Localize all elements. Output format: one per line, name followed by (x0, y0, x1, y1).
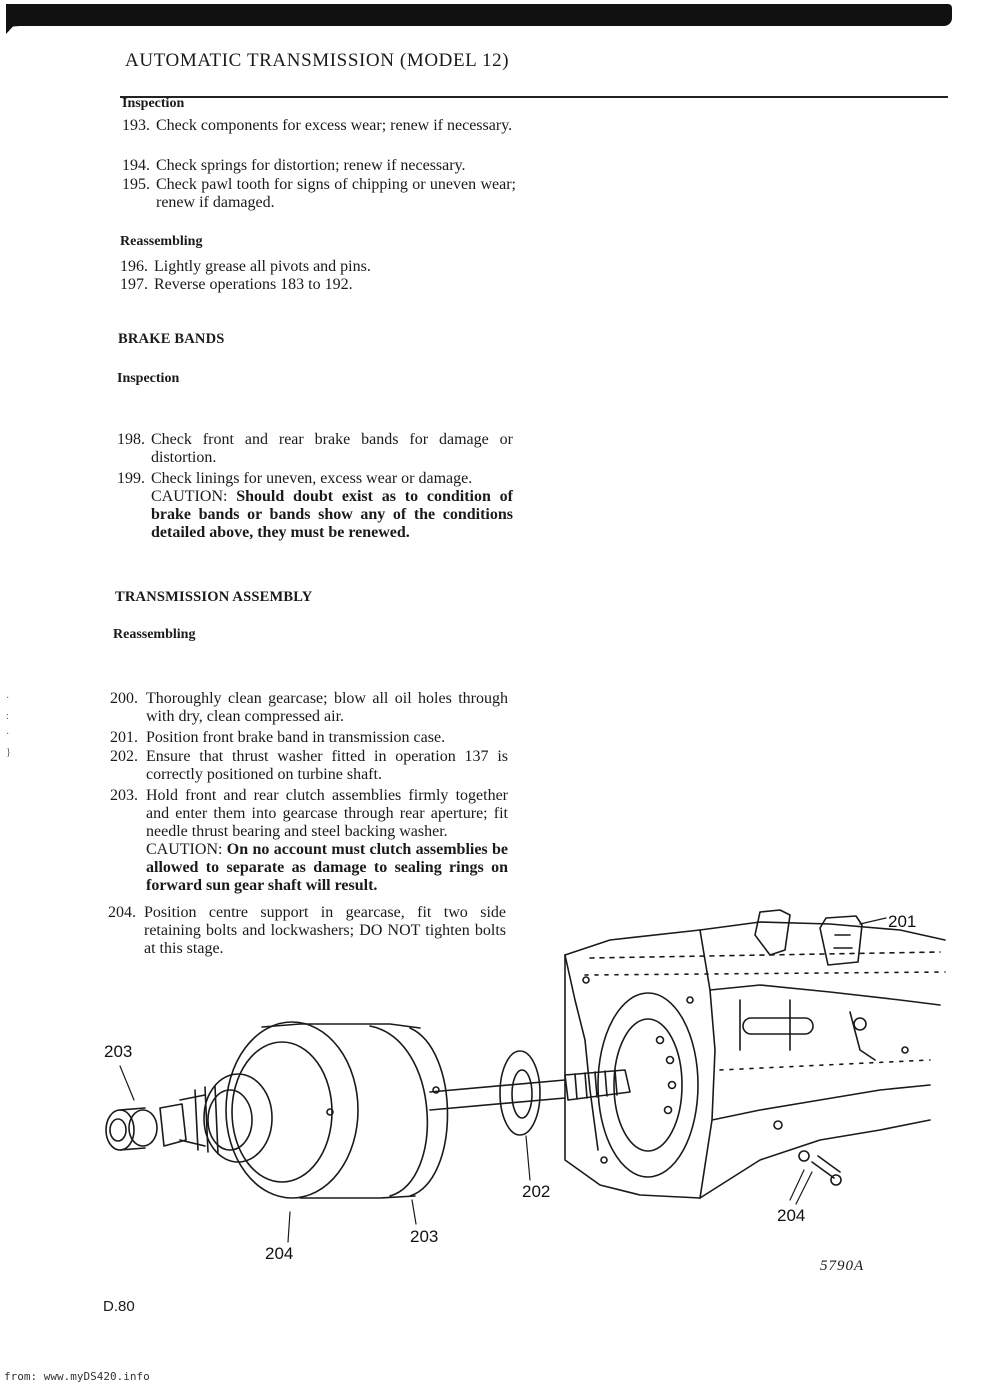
step-number: 201. (110, 729, 138, 746)
source-credit: from: www.myDS420.info (4, 1370, 150, 1383)
step-number: 197. (120, 276, 148, 293)
gearcase-drawing (565, 910, 945, 1198)
step-number: 200. (110, 690, 138, 707)
caution-text: Should doubt exist as to condition of brake bands or bands show any of the conditions detailed above, they must be renewed. (151, 488, 514, 541)
step-number: 193. (122, 117, 150, 134)
step-text: Check springs for distortion; renew if necessary. (156, 157, 466, 174)
figure-reference: 5790A (820, 1258, 865, 1274)
inspection-heading: Inspection (122, 96, 185, 111)
step-number: 196. (120, 258, 148, 275)
turbine-shaft-drawing (430, 1070, 630, 1110)
step-193 (122, 117, 513, 135)
step-number: 202. (110, 748, 138, 765)
header-rule (120, 96, 948, 98)
callout-203-bottom: 203 (410, 1227, 439, 1246)
reassembling-heading: Reassembling (120, 234, 203, 249)
callout-202: 202 (522, 1182, 551, 1201)
callout-204-right: 204 (777, 1206, 806, 1225)
step-197 (120, 276, 500, 294)
step-203 (110, 787, 509, 895)
page-title: AUTOMATIC TRANSMISSION (MODEL 12) (125, 50, 510, 71)
step-202 (110, 748, 508, 784)
caution-note (151, 488, 513, 542)
clutch-drum-drawing (226, 1022, 448, 1198)
step-text: Check components for excess wear; renew if necessary. (156, 117, 513, 134)
step-number: 195. (122, 176, 150, 193)
clutch-gear-drawing (106, 1074, 272, 1162)
step-204 (108, 904, 506, 958)
transmission-assembly-title: TRANSMISSION ASSEMBLY (115, 589, 313, 605)
caution-label: CAUTION: (146, 841, 223, 858)
step-text: Hold front and rear clutch assemblies firmly together and enter them into gearcase through rear aperture; fit needle thrust bearing and steel backing washer. (146, 787, 508, 840)
step-201 (110, 729, 490, 747)
callout-201: 201 (888, 912, 917, 931)
step-196 (120, 258, 500, 276)
reassembling-heading-2: Reassembling (113, 627, 196, 642)
step-number: 194. (122, 157, 150, 174)
margin-marks: · : · } (6, 693, 11, 758)
thrust-washer-drawing (500, 1051, 540, 1135)
caution-note (146, 841, 508, 895)
callout-leaders (120, 918, 886, 1242)
step-text: Reverse operations 183 to 192. (154, 276, 353, 293)
callout-203-left: 203 (104, 1042, 133, 1061)
page-number: D.80 (103, 1298, 135, 1315)
step-text: Thoroughly clean gearcase; blow all oil holes through with dry, clean compressed air. (146, 690, 508, 725)
top-black-bar (8, 4, 952, 26)
step-199 (117, 470, 514, 542)
step-198 (117, 431, 513, 467)
step-text: Check front and rear brake bands for damage or distortion. (151, 431, 513, 466)
step-number: 199. (117, 470, 145, 487)
step-194 (122, 157, 502, 175)
callout-204-left: 204 (265, 1244, 294, 1263)
caution-text: On no account must clutch assemblies be allowed to separate as damage to sealing rings on forward sun gear shaft will result. (146, 841, 509, 894)
step-200 (110, 690, 508, 726)
step-number: 198. (117, 431, 145, 448)
step-text: Ensure that thrust washer fitted in operation 137 is correctly positioned on turbine shaft. (146, 748, 508, 783)
step-text: Check linings for uneven, excess wear or damage. (151, 470, 473, 487)
step-195 (122, 176, 516, 212)
step-text: Check pawl tooth for signs of chipping or uneven wear; renew if damaged. (156, 176, 516, 211)
brake-inspection-heading: Inspection (117, 371, 180, 386)
caution-label: CAUTION: (151, 488, 228, 505)
step-number: 203. (110, 787, 138, 804)
brake-bands-title: BRAKE BANDS (118, 331, 225, 347)
step-number: 204. (108, 904, 136, 921)
top-bar-edge (6, 4, 76, 34)
step-text: Position centre support in gearcase, fit two side retaining bolts and lockwashers; DO NOT tighten bolts at this stage. (144, 904, 506, 957)
step-text: Lightly grease all pivots and pins. (154, 258, 371, 275)
step-text: Position front brake band in transmission case. (146, 729, 446, 746)
